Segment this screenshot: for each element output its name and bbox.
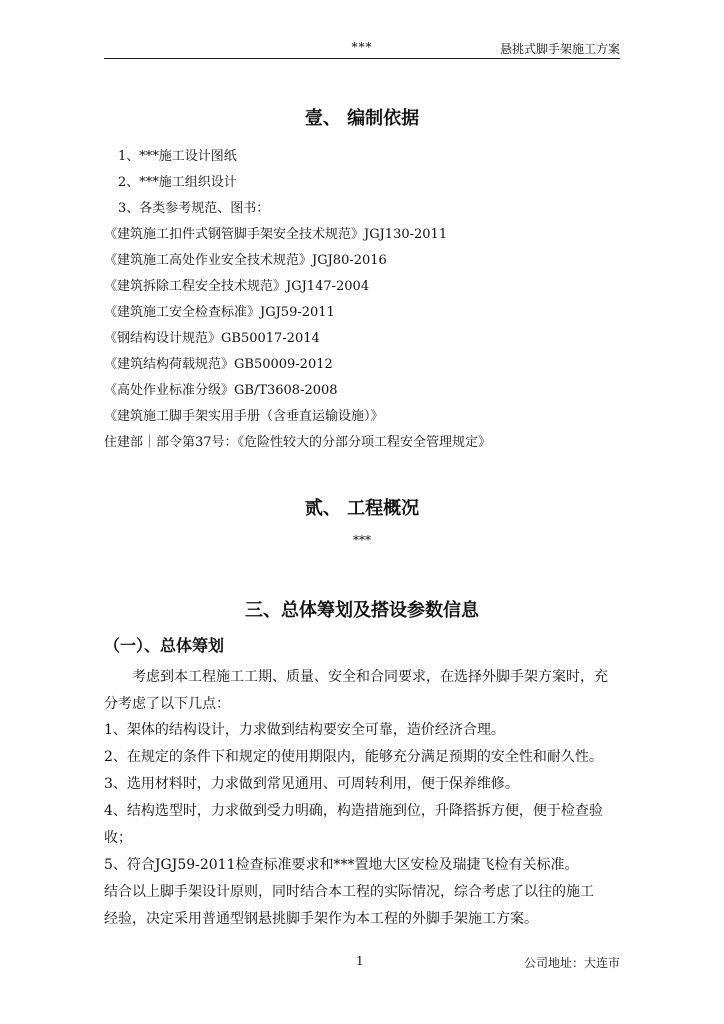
reference-item: 《建筑拆除工程安全技术规范》JGJ147-2004 xyxy=(104,279,370,294)
header-title: 悬挑式脚手架施工方案 xyxy=(499,42,620,56)
paragraph-line: 1、架体的结构设计，力求做到结构要安全可靠，造价经济合理。 xyxy=(104,722,505,738)
reference-item: 住建部｜部令第37号：《危险性较大的分部分项工程安全管理规定》 xyxy=(104,435,492,450)
section3-subtitle: （一）、总体筹划 xyxy=(104,636,225,655)
paragraph-line: 3、选用材料时，力求做到常见通用、可周转利用，便于保养维修。 xyxy=(104,776,519,792)
page-header xyxy=(104,38,620,59)
paragraph-line: 4、结构选型时，力求做到受力明确，构造措施到位，升降搭拆方便，便于检查验 xyxy=(104,803,603,819)
section1-title: 壹、 编制依据 xyxy=(304,108,420,129)
reference-item: 《建筑施工脚手架实用手册（含垂直运输设施）》 xyxy=(104,409,384,424)
reference-item: 《钢结构设计规范》GB50017-2014 xyxy=(104,331,320,346)
section3-title: 三、总体筹划及搭设参数信息 xyxy=(245,600,479,621)
page-number: 1 xyxy=(356,954,364,968)
list-item: 2、***施工组织设计 xyxy=(118,175,237,190)
paragraph-line: 考虑到本工程施工工期、质量、安全和合同要求，在选择外脚手架方案时，充 xyxy=(132,669,608,685)
reference-item: 《建筑施工扣件式钢管脚手架安全技术规范》JGJ130-2011 xyxy=(104,227,448,242)
list-item: 3、各类参考规范、图书： xyxy=(118,201,270,216)
paragraph-line: 收； xyxy=(104,830,132,846)
reference-item: 《建筑施工安全检查标准》JGJ59-2011 xyxy=(104,305,335,320)
paragraph-line: 分考虑了以下几点： xyxy=(104,696,230,712)
section2-title: 贰、 工程概况 xyxy=(304,498,420,519)
paragraph-line: 经验，决定采用普通型钢悬挑脚手架作为本工程的外脚手架施工方案。 xyxy=(104,911,538,927)
reference-item: 《建筑结构荷载规范》GB50009-2012 xyxy=(104,357,333,372)
paragraph-line: 结合以上脚手架设计原则，同时结合本工程的实际情况，综合考虑了以往的施工 xyxy=(104,884,594,900)
paragraph-line: 5、符合JGJ59-2011检查标准要求和***置地大区安检及瑞捷飞检有关标准。 xyxy=(104,857,579,873)
paragraph-line: 2、在规定的条件下和规定的使用期限内，能够充分满足预期的安全性和耐久性。 xyxy=(104,749,603,765)
reference-item: 《建筑施工高处作业安全技术规范》JGJ80-2016 xyxy=(104,253,387,268)
section2-content: *** xyxy=(353,533,371,547)
footer-address: 公司地址：大连市 xyxy=(523,956,620,970)
header-center: *** xyxy=(351,40,373,54)
reference-item: 《高处作业标准分级》GB/T3608-2008 xyxy=(104,383,338,398)
list-item: 1、***施工设计图纸 xyxy=(118,149,237,164)
